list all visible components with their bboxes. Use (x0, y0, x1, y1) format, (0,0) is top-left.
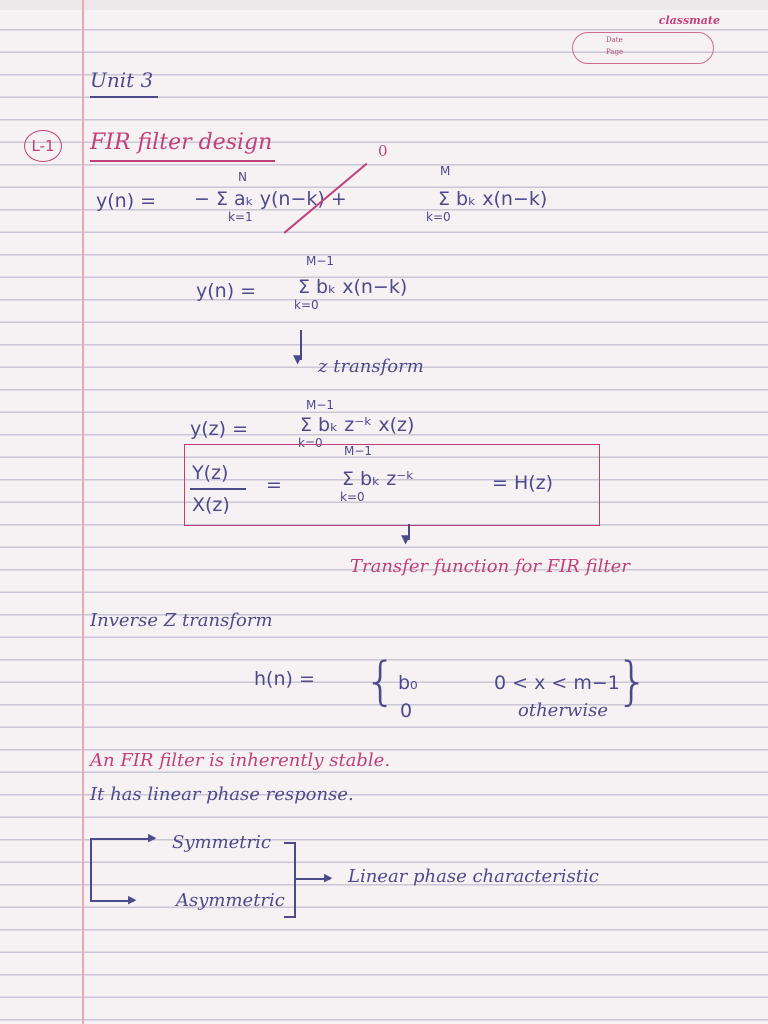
brand-logo: classmate (658, 14, 720, 27)
eq3-lhs: y(z) = (190, 418, 249, 440)
date-label: Date (606, 36, 623, 44)
diagram-top-arrow (90, 838, 154, 840)
hn-right-brace-icon: } (616, 652, 650, 712)
diagram-top-arrow-head-icon: ▶ (148, 831, 157, 844)
eq2-sum-top: M−1 (306, 254, 335, 268)
eq3-sum-top: M−1 (306, 398, 335, 412)
hn-left-brace-icon: { (364, 652, 398, 712)
margin-line (82, 0, 84, 1024)
eq1-sum1-bottom: k=1 (228, 210, 253, 224)
eq1-sum2-bottom: k=0 (426, 210, 451, 224)
asymmetric-label: Asymmetric (176, 890, 285, 911)
stable-note: An FIR filter is inherently stable. (90, 750, 391, 771)
diagram-right-bracket (284, 842, 296, 918)
eq1-sum1-top: N (238, 170, 247, 184)
eq3-sum-bottom: k=0 (298, 436, 323, 450)
section-heading: FIR filter design (90, 130, 273, 155)
eq4-sum-body: Σ bₖ z⁻ᵏ (342, 468, 415, 490)
diagram-left-line (90, 838, 92, 900)
hn-lhs: h(n) = (254, 668, 315, 690)
unit-title-underline (90, 96, 158, 98)
eq3-sum-body: Σ bₖ z⁻ᵏ x(z) (300, 414, 415, 436)
eq4-fraction-bar (190, 488, 246, 490)
eq1-sum2-body: Σ bₖ x(n−k) (438, 188, 548, 210)
eq1-sum2-top: M (440, 164, 451, 178)
hn-case1-condition: 0 < x < m−1 (494, 672, 620, 694)
brand-scroll-frame (572, 32, 714, 64)
eq1-sum1-body: − Σ aₖ y(n−k) + (194, 188, 347, 210)
linear-phase-characteristic-label: Linear phase characteristic (348, 866, 599, 887)
eq4-numerator: Y(z) (192, 462, 229, 484)
hn-case1-value: b₀ (398, 672, 418, 694)
hn-case2-value: 0 (400, 700, 413, 722)
diagram-result-arrow-head-icon: ▶ (324, 871, 333, 884)
eq2-sum-bottom: k=0 (294, 298, 319, 312)
eq2-sum-body: Σ bₖ x(n−k) (298, 276, 408, 298)
section-heading-underline (90, 160, 275, 162)
linear-phase-note: It has linear phase response. (90, 784, 354, 805)
unit-title: Unit 3 (90, 68, 154, 92)
inverse-z-label: Inverse Z transform (90, 610, 273, 631)
symmetric-label: Symmetric (172, 832, 271, 853)
brand-header (566, 14, 720, 70)
eq4-denominator: X(z) (192, 494, 230, 516)
eq4-sum-top: M−1 (344, 444, 373, 458)
z-transform-arrow-head-icon: ▼ (293, 352, 303, 366)
page-label: Page (606, 48, 624, 56)
z-transform-label: z transform (318, 356, 424, 377)
transfer-note-arrow-head-icon: ▼ (401, 532, 411, 546)
page-top-strip (0, 0, 768, 10)
eq2-lhs: y(n) = (196, 280, 257, 302)
eq1-lhs: y(n) = (96, 190, 157, 212)
hn-case2-condition: otherwise (518, 700, 608, 721)
lecture-number-badge: L-1 (24, 130, 62, 162)
eq4-sum-bottom: k=0 (340, 490, 365, 504)
eq1-strike-zero: 0 (378, 142, 388, 160)
diagram-bottom-arrow-head-icon: ▶ (128, 893, 137, 906)
eq4-equals: = (266, 474, 282, 496)
eq4-rhs: = H(z) (492, 472, 554, 494)
transfer-function-note: Transfer function for FIR filter (350, 556, 630, 577)
